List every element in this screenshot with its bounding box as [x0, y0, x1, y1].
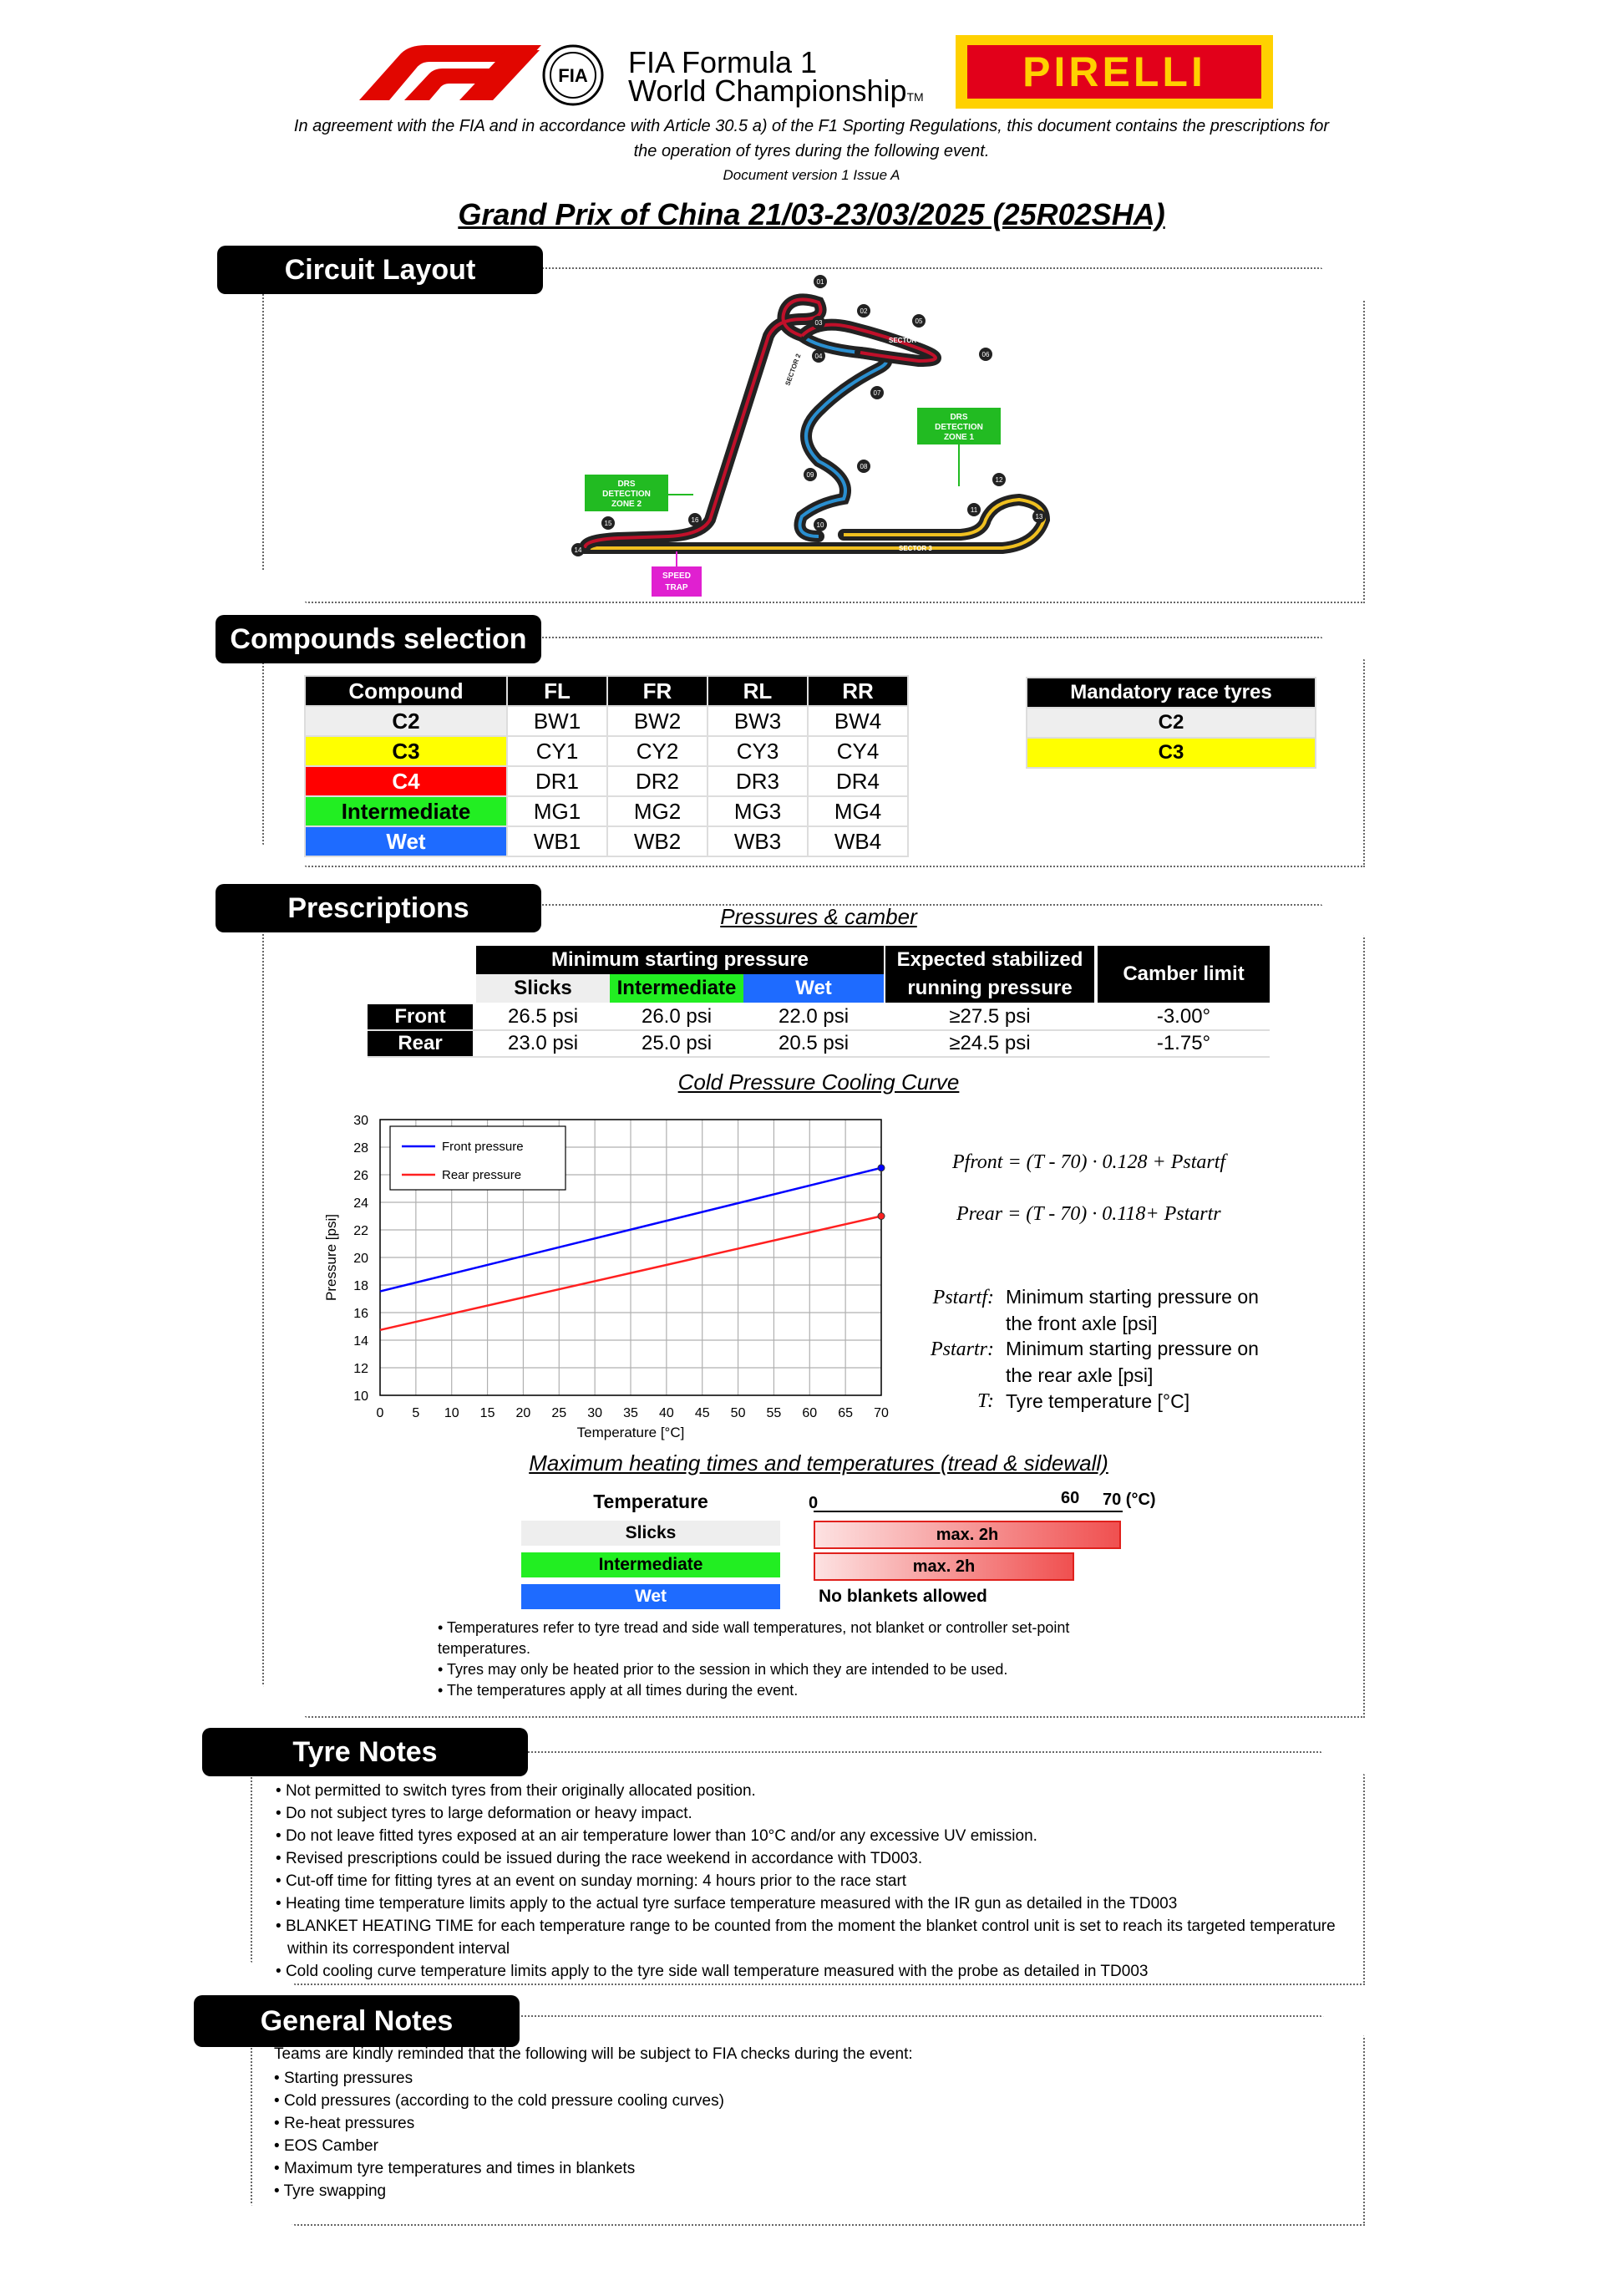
table-cell: WB3 [708, 826, 808, 856]
intro-line-1: In agreement with the FIA and in accordance with Article 30.5 a) of the F1 Sporting Regulations, this document contains the prescriptions for [293, 117, 1330, 135]
x-tick-label: 20 [515, 1406, 531, 1420]
def-pstartf-line2: the front axle [psi] [1006, 1313, 1158, 1334]
pressures-title: Pressures & camber [720, 904, 917, 929]
heating-tick-60: 60 [1061, 1489, 1080, 1507]
list-item: • Cut-off time for fitting tyres at an event on sunday morning: 4 hours prior to the race start [276, 1870, 1345, 1892]
front-expected: ≥27.5 psi [949, 1005, 1031, 1028]
mandatory-title: Mandatory race tyres [1027, 678, 1316, 708]
fia-title-text: World Championship [628, 74, 907, 108]
svg-text:13: 13 [1035, 513, 1043, 521]
min-start-header: Minimum starting pressure [476, 946, 884, 974]
def-pstartr-sym: Pstartr: [930, 1338, 994, 1360]
y-tick-label: 14 [353, 1334, 368, 1349]
table-cell: BW3 [708, 706, 808, 736]
svg-text:DRS: DRS [617, 480, 636, 489]
table-cell: WB1 [507, 826, 607, 856]
camber-header: Camber limit [1098, 946, 1270, 1003]
sector3-label: SECTOR 3 [899, 545, 932, 552]
col-wet-header: Wet [743, 974, 884, 1003]
table-cell: DR4 [808, 766, 908, 796]
table-cell: MG2 [607, 796, 708, 826]
y-tick-label: 26 [353, 1169, 368, 1183]
fia-logo [541, 43, 605, 107]
x-tick-label: 35 [623, 1406, 638, 1420]
heating-wet-note: No blankets allowed [819, 1587, 987, 1606]
circuit-section-title: Circuit Layout [217, 246, 543, 294]
general-notes-list [274, 2067, 1276, 2202]
table-cell: MG1 [507, 796, 607, 826]
compound-name: Wet [305, 826, 507, 856]
general-notes-intro: Teams are kindly reminded that the following will be subject to FIA checks during the event: [274, 2045, 913, 2063]
row-rear-label: Rear [368, 1031, 473, 1056]
table-row [305, 826, 908, 856]
def-pstartf-line1: Minimum starting pressure on [1006, 1286, 1259, 1308]
svg-text:11: 11 [970, 506, 978, 514]
table-cell: WB4 [808, 826, 908, 856]
sector1-label: SECTOR 1 [889, 337, 922, 344]
svg-text:01: 01 [816, 278, 824, 286]
list-item: • Maximum tyre temperatures and times in blankets [274, 2157, 1276, 2180]
cooling-chart [317, 1103, 902, 1454]
svg-text:14: 14 [574, 546, 582, 554]
list-item: • Cold cooling curve temperature limits apply to the tyre side wall temperature measured with the probe as detailed in TD003 [276, 1960, 1345, 1983]
intro-line-2: the operation of tyres during the following event. [633, 142, 990, 160]
def-pstartr-text [1006, 1335, 1259, 1389]
pressures-table [368, 946, 1270, 1058]
y-tick-label: 24 [353, 1196, 368, 1211]
def-pstartr-line2: the rear axle [psi] [1006, 1364, 1154, 1386]
col-slicks-header: Slicks [476, 974, 610, 1003]
row-front-label: Front [368, 1004, 473, 1029]
fia-title-line2 [628, 74, 924, 109]
expected-header-line1: Expected stabilized [896, 948, 1083, 971]
list-item-continued: within its correspondent interval [287, 1940, 510, 1958]
compound-name: C4 [305, 766, 507, 796]
list-item: • The temperatures apply at all times during the event. [438, 1680, 1206, 1701]
x-tick-label: 5 [412, 1406, 420, 1420]
table-cell: BW4 [808, 706, 908, 736]
list-item: • Starting pressures [274, 2067, 1276, 2090]
svg-text:05: 05 [915, 317, 923, 325]
table-cell: CY3 [708, 736, 808, 766]
svg-text:03: 03 [814, 319, 823, 327]
mandatory-table [1026, 677, 1316, 769]
heating-inter-bar: max. 2h [814, 1552, 1074, 1581]
svg-text:SPEED: SPEED [662, 571, 691, 581]
front-camber: -3.00° [1156, 1005, 1211, 1028]
expected-header [885, 946, 1094, 1003]
x-tick-label: 40 [658, 1406, 674, 1420]
event-title: Grand Prix of China 21/03-23/03/2025 (25R02SHA) [458, 197, 1165, 231]
def-t-text: Tyre temperature [°C] [1006, 1390, 1190, 1412]
compounds-header-rr: RR [808, 676, 908, 706]
table-cell: WB2 [607, 826, 708, 856]
svg-text:15: 15 [604, 520, 612, 527]
svg-text:ZONE 2: ZONE 2 [611, 500, 642, 509]
y-tick-label: 20 [353, 1252, 368, 1266]
prescription-notes [438, 1618, 1206, 1701]
list-item: • Heating time temperature limits apply to the actual tyre surface temperature measured with the IR gun as detailed in the TD003 [276, 1892, 1345, 1915]
f1-logo [342, 43, 543, 102]
x-tick-label: 55 [766, 1406, 782, 1420]
mandatory-c2: C2 [1027, 708, 1316, 738]
compound-name: C3 [305, 736, 507, 766]
tyre-notes-list [276, 1780, 1345, 1983]
x-tick-label: 60 [802, 1406, 818, 1420]
list-item-continued: temperatures. [438, 1640, 531, 1657]
compounds-header-compound: Compound [305, 676, 507, 706]
list-item: • Do not leave fitted tyres exposed at an air temperature lower than 10°C and/or any excessive UV emission. [276, 1825, 1345, 1847]
heating-slicks-bar: max. 2h [814, 1521, 1121, 1549]
y-tick-label: 30 [353, 1114, 368, 1128]
compound-name: Intermediate [305, 796, 507, 826]
x-tick-label: 65 [838, 1406, 854, 1420]
table-row [305, 766, 908, 796]
table-cell: MG4 [808, 796, 908, 826]
y-tick-label: 12 [353, 1362, 368, 1376]
table-cell: BW1 [507, 706, 607, 736]
table-row [305, 796, 908, 826]
sector2-label: SECTOR 2 [784, 353, 803, 387]
table-cell: DR3 [708, 766, 808, 796]
def-pstartf-text [1006, 1283, 1259, 1337]
track-sector2 [800, 336, 887, 536]
y-tick-label: 28 [353, 1141, 368, 1156]
table-cell: BW2 [607, 706, 708, 736]
rear-expected: ≥24.5 psi [949, 1032, 1031, 1054]
def-t-sym: T: [976, 1390, 994, 1412]
heating-temp-label: Temperature [593, 1491, 708, 1512]
heating-tick-0: 0 [809, 1494, 819, 1512]
table-row [305, 706, 908, 736]
svg-text:04: 04 [814, 353, 823, 360]
table-cell: CY2 [607, 736, 708, 766]
x-tick-label: 70 [874, 1406, 889, 1420]
prescriptions-section-title: Prescriptions [216, 884, 541, 932]
rear-wet: 20.5 psi [778, 1032, 850, 1054]
svg-text:ZONE 1: ZONE 1 [943, 433, 975, 442]
tyre-notes-section-title: Tyre Notes [202, 1728, 528, 1776]
x-tick-label: 30 [587, 1406, 603, 1420]
doc-version: Document version 1 Issue A [723, 167, 900, 183]
rear-inter: 25.0 psi [641, 1032, 713, 1054]
list-item: • BLANKET HEATING TIME for each temperature range to be counted from the moment the blanket control unit is set to reach its targeted temperature [276, 1915, 1345, 1938]
legend-label: Rear pressure [442, 1168, 522, 1182]
table-cell: CY1 [507, 736, 607, 766]
y-tick-label: 10 [353, 1389, 368, 1404]
rear-camber: -1.75° [1156, 1032, 1211, 1054]
table-cell: DR2 [607, 766, 708, 796]
svg-text:09: 09 [806, 471, 814, 479]
svg-text:16: 16 [691, 516, 699, 524]
pirelli-wordmark: PIRELLI [967, 45, 1261, 99]
compounds-table [304, 675, 909, 857]
svg-text:DRS: DRS [950, 413, 968, 422]
compound-name: C2 [305, 706, 507, 736]
heating-wet-label: Wet [521, 1584, 780, 1609]
compounds-section-title: Compounds selection [216, 615, 541, 663]
svg-text:DETECTION: DETECTION [602, 490, 651, 499]
heating-axis [814, 1511, 1123, 1512]
heating-slicks-label: Slicks [521, 1521, 780, 1546]
fia-title-line1: FIA Formula 1 [628, 45, 818, 79]
y-tick-label: 22 [353, 1224, 368, 1238]
cooling-title: Cold Pressure Cooling Curve [677, 1069, 960, 1095]
trademark: TM [906, 90, 924, 104]
x-tick-label: 45 [694, 1406, 710, 1420]
x-tick-label: 25 [551, 1406, 567, 1420]
col-inter-header: Intermediate [610, 974, 743, 1003]
legend-label: Front pressure [442, 1140, 524, 1154]
svg-text:12: 12 [995, 476, 1003, 484]
heating-tick-70: 70 (°C) [1103, 1491, 1156, 1509]
list-item: • Tyre swapping [274, 2180, 1276, 2202]
table-row [305, 736, 908, 766]
table-cell: CY4 [808, 736, 908, 766]
row-divider [368, 1029, 1270, 1031]
compounds-header-rl: RL [708, 676, 808, 706]
svg-text:10: 10 [816, 521, 824, 529]
front-inter: 26.0 psi [641, 1005, 713, 1028]
svg-text:TRAP: TRAP [665, 583, 688, 592]
compounds-header-fr: FR [607, 676, 708, 706]
svg-text:02: 02 [860, 307, 868, 315]
heating-inter-label: Intermediate [521, 1552, 780, 1577]
list-item: • Not permitted to switch tyres from their originally allocated position. [276, 1780, 1345, 1802]
mandatory-c3: C3 [1027, 738, 1316, 768]
y-axis-label: Pressure [psi] [323, 1214, 339, 1301]
formula-front: Pfront = (T - 70) · 0.128 + Pstartf [952, 1151, 1226, 1173]
list-item: • EOS Camber [274, 2135, 1276, 2157]
expected-header-line2: running pressure [907, 977, 1073, 999]
x-tick-label: 15 [479, 1406, 495, 1420]
svg-text:FIA: FIA [558, 65, 588, 86]
heating-title: Maximum heating times and temperatures (tread & sidewall) [529, 1450, 1108, 1476]
list-item: • Cold pressures (according to the cold pressure cooling curves) [274, 2090, 1276, 2112]
list-item: • Revised prescriptions could be issued during the race weekend in accordance with TD003. [276, 1847, 1345, 1870]
table-cell: DR1 [507, 766, 607, 796]
list-item: • Do not subject tyres to large deformation or heavy impact. [276, 1802, 1345, 1825]
compounds-header-row [305, 676, 908, 706]
table-cell: MG3 [708, 796, 808, 826]
svg-text:DETECTION: DETECTION [935, 423, 983, 432]
x-tick-label: 0 [376, 1406, 384, 1420]
series-end-point [878, 1165, 885, 1171]
circuit-svg [568, 269, 1069, 603]
series-end-point [878, 1213, 885, 1220]
pirelli-logo [956, 35, 1273, 109]
front-wet: 22.0 psi [778, 1005, 850, 1028]
svg-text:07: 07 [873, 389, 881, 397]
general-notes-section-title: General Notes [194, 1995, 520, 2047]
list-item: • Re-heat pressures [274, 2112, 1276, 2135]
front-slicks: 26.5 psi [507, 1005, 579, 1028]
def-pstartf-sym: Pstartf: [932, 1287, 994, 1308]
x-tick-label: 50 [730, 1406, 746, 1420]
x-tick-label: 10 [444, 1406, 459, 1420]
row-divider [368, 1056, 1270, 1058]
y-tick-label: 16 [353, 1307, 368, 1321]
svg-text:06: 06 [981, 351, 990, 358]
list-item: • Temperatures refer to tyre tread and side wall temperatures, not blanket or controller set-point [438, 1618, 1206, 1638]
list-item: • Tyres may only be heated prior to the session in which they are intended to be used. [438, 1659, 1206, 1680]
y-tick-label: 18 [353, 1279, 368, 1293]
rear-slicks: 23.0 psi [507, 1032, 579, 1054]
formula-rear: Prear = (T - 70) · 0.118+ Pstartr [956, 1203, 1221, 1225]
compounds-header-fl: FL [507, 676, 607, 706]
x-axis-label: Temperature [°C] [576, 1425, 685, 1440]
svg-text:08: 08 [860, 463, 868, 470]
def-pstartr-line1: Minimum starting pressure on [1006, 1338, 1259, 1359]
circuit-map [568, 269, 1069, 603]
